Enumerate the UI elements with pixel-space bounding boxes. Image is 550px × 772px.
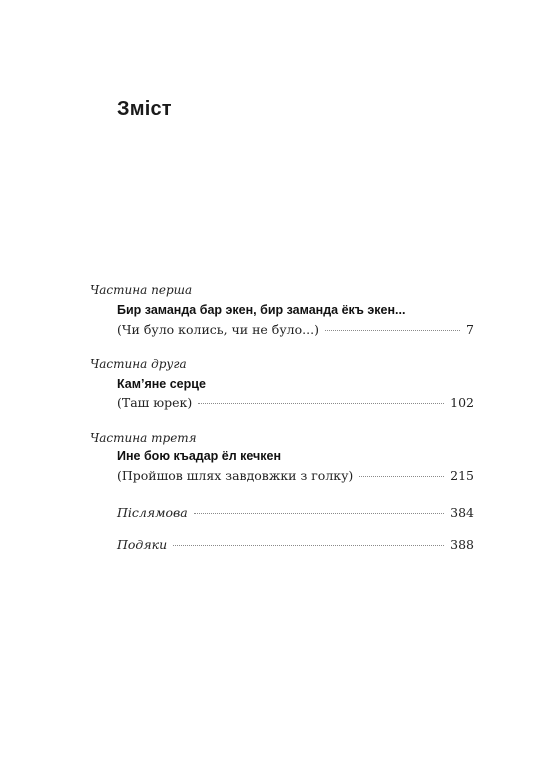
part-1-page-number: 7 bbox=[466, 322, 474, 337]
afterword-page-number: 384 bbox=[450, 505, 474, 520]
part-3-label: Частина третя bbox=[90, 431, 197, 445]
part-3-subtitle: (Пройшов шлях завдовжки з голку) bbox=[117, 468, 354, 483]
afterword-label: Післямова bbox=[117, 505, 188, 520]
part-3-title: Ине бою къадар ёл кечкен bbox=[117, 449, 282, 463]
acknowledgements-page-number: 388 bbox=[450, 537, 474, 552]
part-2-entry bbox=[117, 395, 474, 413]
part-2-label: Частина друга bbox=[90, 357, 187, 371]
part-1-subtitle: (Чи було колись, чи не було...) bbox=[117, 322, 319, 337]
part-2-page-number: 102 bbox=[450, 395, 474, 410]
dot-leader bbox=[359, 476, 444, 477]
part-1-title: Бир заманда бар экен, бир заманда ёкъ экен... bbox=[117, 303, 406, 317]
dot-leader bbox=[194, 513, 444, 514]
part-1-label: Частина перша bbox=[90, 283, 193, 297]
part-2-title: Кам’яне серце bbox=[117, 377, 206, 391]
part-3-page-number: 215 bbox=[450, 468, 474, 483]
dot-leader bbox=[198, 403, 444, 404]
part-1-entry bbox=[117, 322, 474, 340]
acknowledgements-label: Подяки bbox=[117, 537, 168, 552]
part-3-entry bbox=[117, 468, 474, 486]
dot-leader bbox=[325, 330, 460, 331]
toc-title: Зміст bbox=[117, 98, 172, 120]
acknowledgements-entry bbox=[117, 537, 474, 555]
part-2-subtitle: (Таш юрек) bbox=[117, 395, 193, 410]
afterword-entry bbox=[117, 505, 474, 523]
dot-leader bbox=[173, 545, 444, 546]
